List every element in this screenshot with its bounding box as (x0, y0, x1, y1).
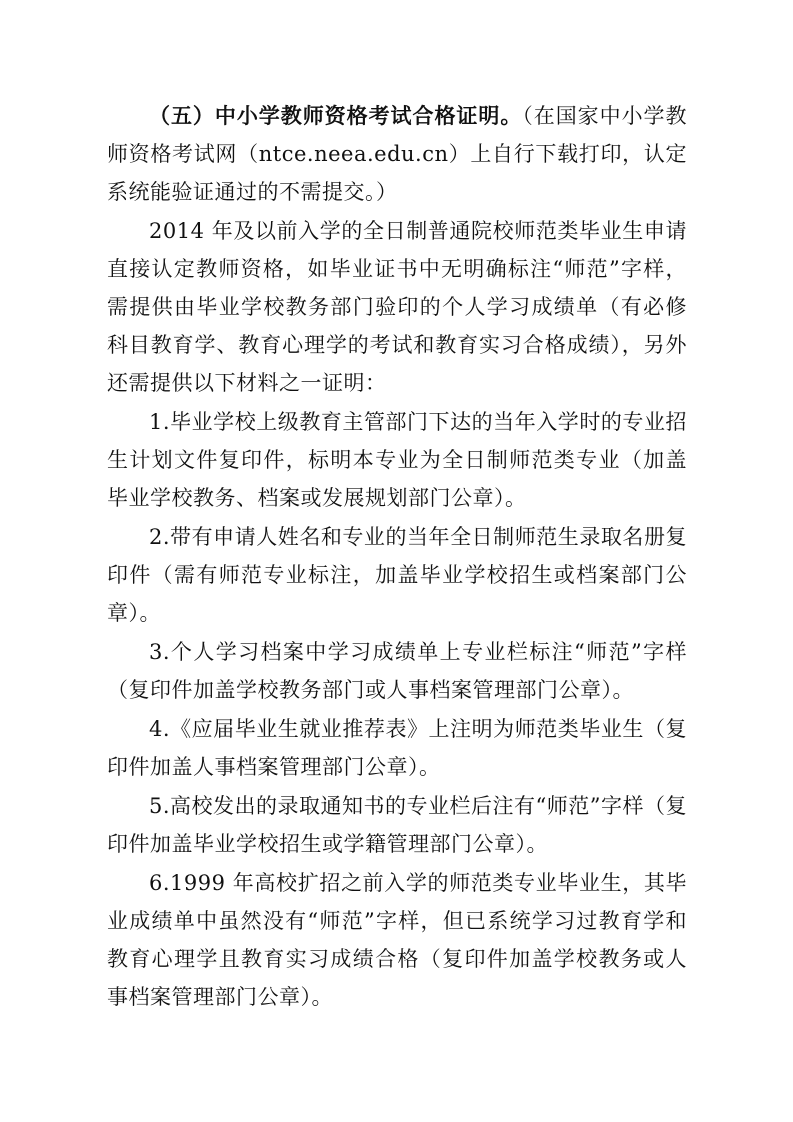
list-item: 6.1999 年高校扩招之前入学的师范类专业毕业生，其毕业成绩单中虽然没有“师范”字样，但已系统学习过教育学和教育心理学且教育实习成绩合格（复印件加盖学校教务或人事档案管理部门公章）。 (107, 871, 687, 1009)
section-heading: （五）中小学教师资格考试合格证明。 (149, 103, 523, 128)
list-item: 3.个人学习档案中学习成绩单上专业栏标注“师范”字样（复印件加盖学校教务部门或人事档案管理部门公章）。 (107, 640, 687, 702)
intro-paragraph: 2014 年及以前入学的全日制普通院校师范类毕业生申请直接认定教师资格，如毕业证书中无明确标注“师范”字样，需提供由毕业学校教务部门验印的个人学习成绩单（有必修科目教育学、教育心理学的考试和教育实习合格成绩），另外还需提供以下材料之一证明： (107, 219, 687, 395)
list-item: 2.带有申请人姓名和专业的当年全日制师范生录取名册复印件（需有师范专业标注，加盖毕业学校招生或档案部门公章）。 (107, 525, 687, 625)
section-note: （在国家中小学教师资格考试网（ntce.neea.edu.cn）上自行下载打印，认定系统能验证通过的不需提交。） (107, 104, 688, 204)
section-five-paragraph (107, 97, 687, 211)
document-body (107, 97, 687, 1016)
list-item: 1.毕业学校上级教育主管部门下达的当年入学时的专业招生计划文件复印件，标明本专业为全日制师范类专业（加盖毕业学校教务、档案或发展规划部门公章）。 (107, 410, 687, 510)
list-item: 5.高校发出的录取通知书的专业栏后注有“师范”字样（复印件加盖毕业学校招生或学籍管理部门公章）。 (107, 794, 688, 856)
list-item: 4.《应届毕业生就业推荐表》上注明为师范类毕业生（复印件加盖人事档案管理部门公章）。 (107, 717, 687, 779)
